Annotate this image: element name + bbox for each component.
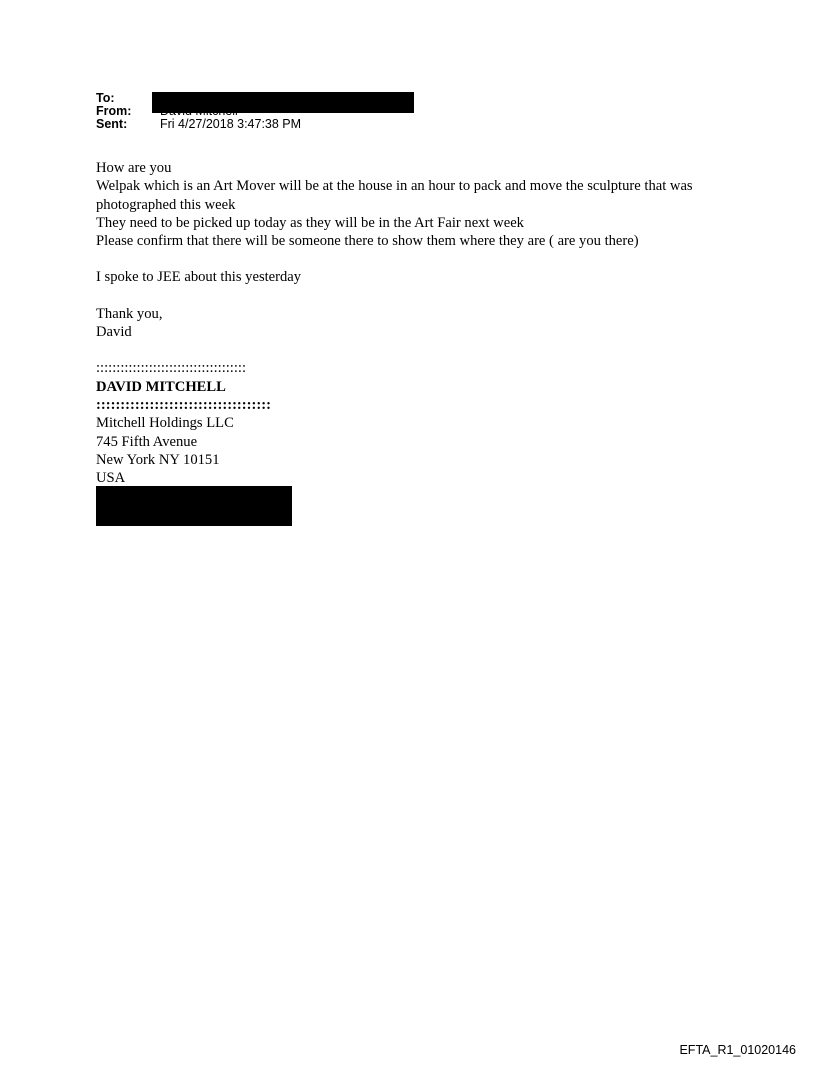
body-line-welpak: Welpak which is an Art Mover will be at the house in an hour to pack and move the sculpture that was photographed this week [96, 178, 693, 213]
body-line-confirm: Please confirm that there will be someone there to show them where they are ( are you there) [96, 233, 639, 250]
to-label: To: [96, 91, 115, 105]
signature-redaction-block [96, 486, 292, 526]
sender-first-name: David [96, 324, 132, 341]
signature-street: 745 Fifth Avenue [96, 433, 198, 450]
body-line-greeting: How are you [96, 160, 172, 176]
body-line-jee: I spoke to JEE about this yesterday [96, 269, 302, 286]
signature-separator-bottom: :::::::::::::::::::::::::::::::::::: [96, 396, 271, 413]
from-value: David Mitchell [160, 104, 238, 118]
spacer [96, 287, 756, 305]
document-id: EFTA_R1_01020146 [679, 1043, 796, 1057]
signature-separator-top: ::::::::::::::::::::::::::::::::::::: [96, 360, 247, 377]
signature-company: Mitchell Holdings LLC [96, 415, 234, 432]
signature-city: New York NY 10151 [96, 451, 220, 468]
body-line-pickup: They need to be picked up today as they will be in the Art Fair next week [96, 214, 524, 231]
sent-label: Sent: [96, 117, 128, 131]
spacer [96, 341, 756, 359]
from-label: From: [96, 104, 132, 118]
spacer [96, 250, 756, 268]
signature-country: USA [96, 470, 126, 487]
email-body [96, 159, 756, 487]
sent-value: Fri 4/27/2018 3:47:38 PM [160, 117, 302, 131]
closing-line: Thank you, [96, 305, 163, 322]
signature-name: DAVID MITCHELL [96, 378, 226, 395]
